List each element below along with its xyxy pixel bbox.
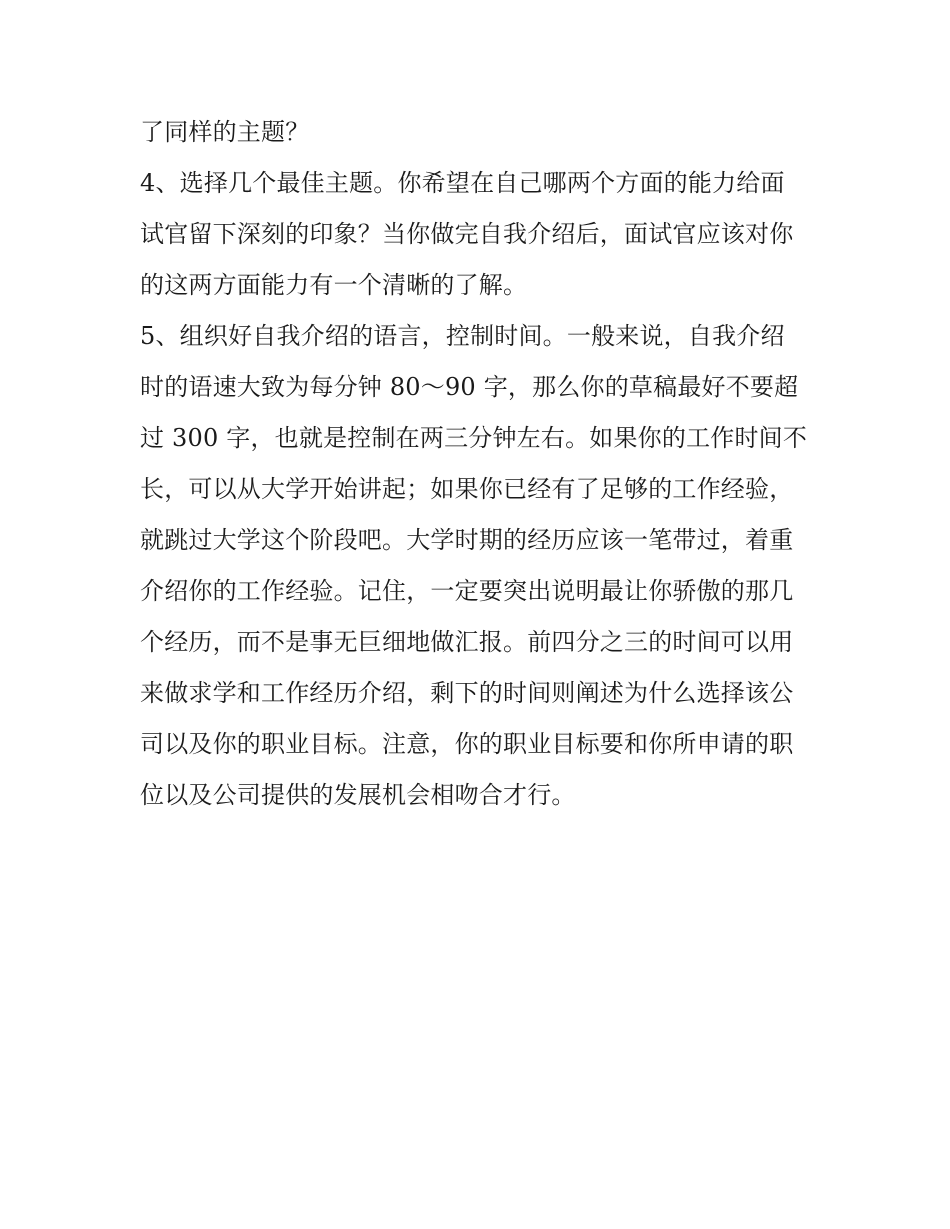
text-line: 长，可以从大学开始讲起；如果你已经有了足够的工作经验， bbox=[140, 475, 794, 503]
document-body bbox=[140, 107, 820, 821]
text-line: 了同样的主题？ bbox=[140, 118, 310, 146]
text-line: 司以及你的职业目标。注意，你的职业目标要和你所申请的职 bbox=[140, 730, 794, 758]
text-line: 介绍你的工作经验。记住，一定要突出说明最让你骄傲的那几 bbox=[140, 577, 794, 605]
text-line: 来做求学和工作经历介绍，剩下的时间则阐述为什么选择该公 bbox=[140, 679, 794, 707]
text-line: 时的语速大致为每分钟 80～90 字，那么你的草稿最好不要超 bbox=[140, 373, 799, 401]
text-line: 4、选择几个最佳主题。你希望在自己哪两个方面的能力给面 bbox=[140, 169, 785, 197]
text-line: 试官留下深刻的印象？当你做完自我介绍后，面试官应该对你 bbox=[140, 220, 794, 248]
text-line: 个经历，而不是事无巨细地做汇报。前四分之三的时间可以用 bbox=[140, 628, 794, 656]
text-line: 就跳过大学这个阶段吧。大学时期的经历应该一笔带过，着重 bbox=[140, 526, 794, 554]
text-line: 5、组织好自我介绍的语言，控制时间。一般来说，自我介绍 bbox=[140, 322, 785, 350]
text-line: 的这两方面能力有一个清晰的了解。 bbox=[140, 271, 528, 299]
text-line: 位以及公司提供的发展机会相吻合才行。 bbox=[140, 781, 576, 809]
text-line: 过 300 字，也就是控制在两三分钟左右。如果你的工作时间不 bbox=[140, 424, 808, 452]
